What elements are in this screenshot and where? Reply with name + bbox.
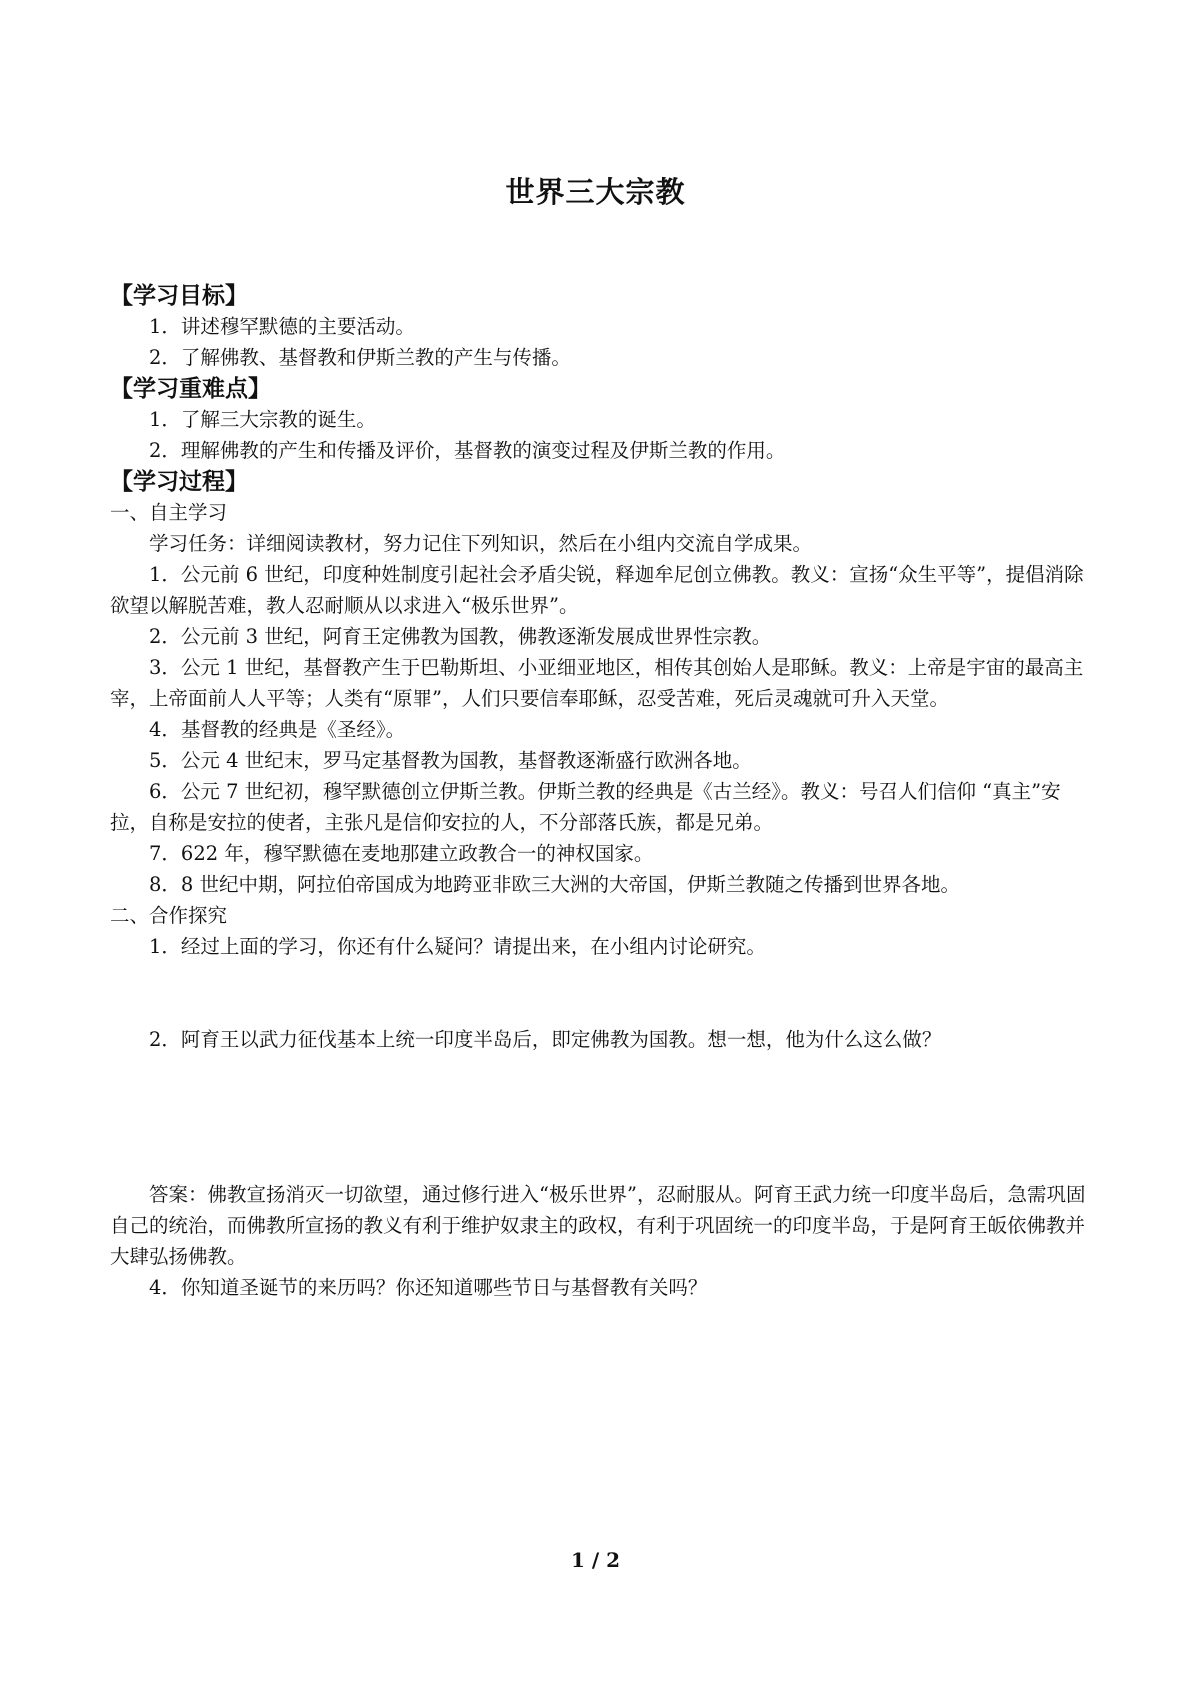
answer-space [110, 962, 1095, 1024]
key-point-item: 1．了解三大宗教的诞生。 [149, 408, 376, 431]
process-heading: 【学习过程】 [110, 468, 248, 495]
answer-space [110, 1055, 1095, 1179]
knowledge-item: 8．8 世纪中期，阿拉伯帝国成为地跨亚非欧三大洲的大帝国，伊斯兰教随之传播到世界各地。 [149, 873, 961, 896]
page-title: 世界三大宗教 [505, 175, 686, 209]
knowledge-item: 2．公元前 3 世纪，阿育王定佛教为国教，佛教逐渐发展成世界性宗教。 [149, 625, 772, 648]
knowledge-item: 4．基督教的经典是《圣经》。 [149, 718, 406, 741]
key-point-item: 2．理解佛教的产生和传播及评价，基督教的演变过程及伊斯兰教的作用。 [149, 439, 786, 462]
answer-text: 答案：佛教宣扬消灭一切欲望，通过修行进入“极乐世界”，忍耐服从。阿育王武力统一印度半岛后，急需巩固自己的统治，而佛教所宣扬的教义有利于维护奴隶主的政权，有利于巩固统一的印度半岛，于是阿育王皈依佛教并大肆弘扬佛教。 [110, 1183, 1086, 1268]
self-study-heading: 一、自主学习 [110, 501, 228, 524]
question-1: 1．经过上面的学习，你还有什么疑问？请提出来，在小组内讨论研究。 [149, 935, 766, 958]
document-body [110, 280, 1095, 1303]
question-4: 4．你知道圣诞节的来历吗？你还知道哪些节日与基督教有关吗？ [149, 1276, 708, 1299]
knowledge-item: 5．公元 4 世纪末，罗马定基督教为国教，基督教逐渐盛行欧洲各地。 [149, 749, 752, 772]
page-number: 1 / 2 [570, 1548, 621, 1572]
process-section [110, 466, 1095, 1303]
objectives-heading: 【学习目标】 [110, 282, 248, 309]
knowledge-item: 1．公元前 6 世纪，印度种姓制度引起社会矛盾尖锐，释迦牟尼创立佛教。教义：宣扬“众生平等”，提倡消除欲望以解脱苦难，教人忍耐顺从以求进入“极乐世界”。 [110, 563, 1084, 617]
key-points-section [110, 373, 1095, 466]
objectives-section [110, 280, 1095, 373]
knowledge-item: 6．公元 7 世纪初，穆罕默德创立伊斯兰教。伊斯兰教的经典是《古兰经》。教义：号召人们信仰 “真主”安拉，自称是安拉的使者，主张凡是信仰安拉的人，不分部落氏族，都是兄弟。 [110, 780, 1061, 834]
objective-item: 1．讲述穆罕默德的主要活动。 [149, 315, 415, 338]
cooperation-heading: 二、合作探究 [110, 904, 228, 927]
key-points-heading: 【学习重难点】 [110, 375, 271, 402]
objective-item: 2．了解佛教、基督教和伊斯兰教的产生与传播。 [149, 346, 571, 369]
knowledge-item: 3．公元 1 世纪，基督教产生于巴勒斯坦、小亚细亚地区，相传其创始人是耶稣。教义：上帝是宇宙的最高主宰，上帝面前人人平等；人类有“原罪”，人们只要信奉耶稣，忍受苦难，死后灵魂就可升入天堂。 [110, 656, 1084, 710]
self-study-task: 学习任务：详细阅读教材，努力记住下列知识，然后在小组内交流自学成果。 [149, 532, 813, 555]
question-2: 2．阿育王以武力征伐基本上统一印度半岛后，即定佛教为国教。想一想，他为什么这么做？ [149, 1028, 942, 1051]
knowledge-item: 7．622 年，穆罕默德在麦地那建立政教合一的神权国家。 [149, 842, 654, 865]
